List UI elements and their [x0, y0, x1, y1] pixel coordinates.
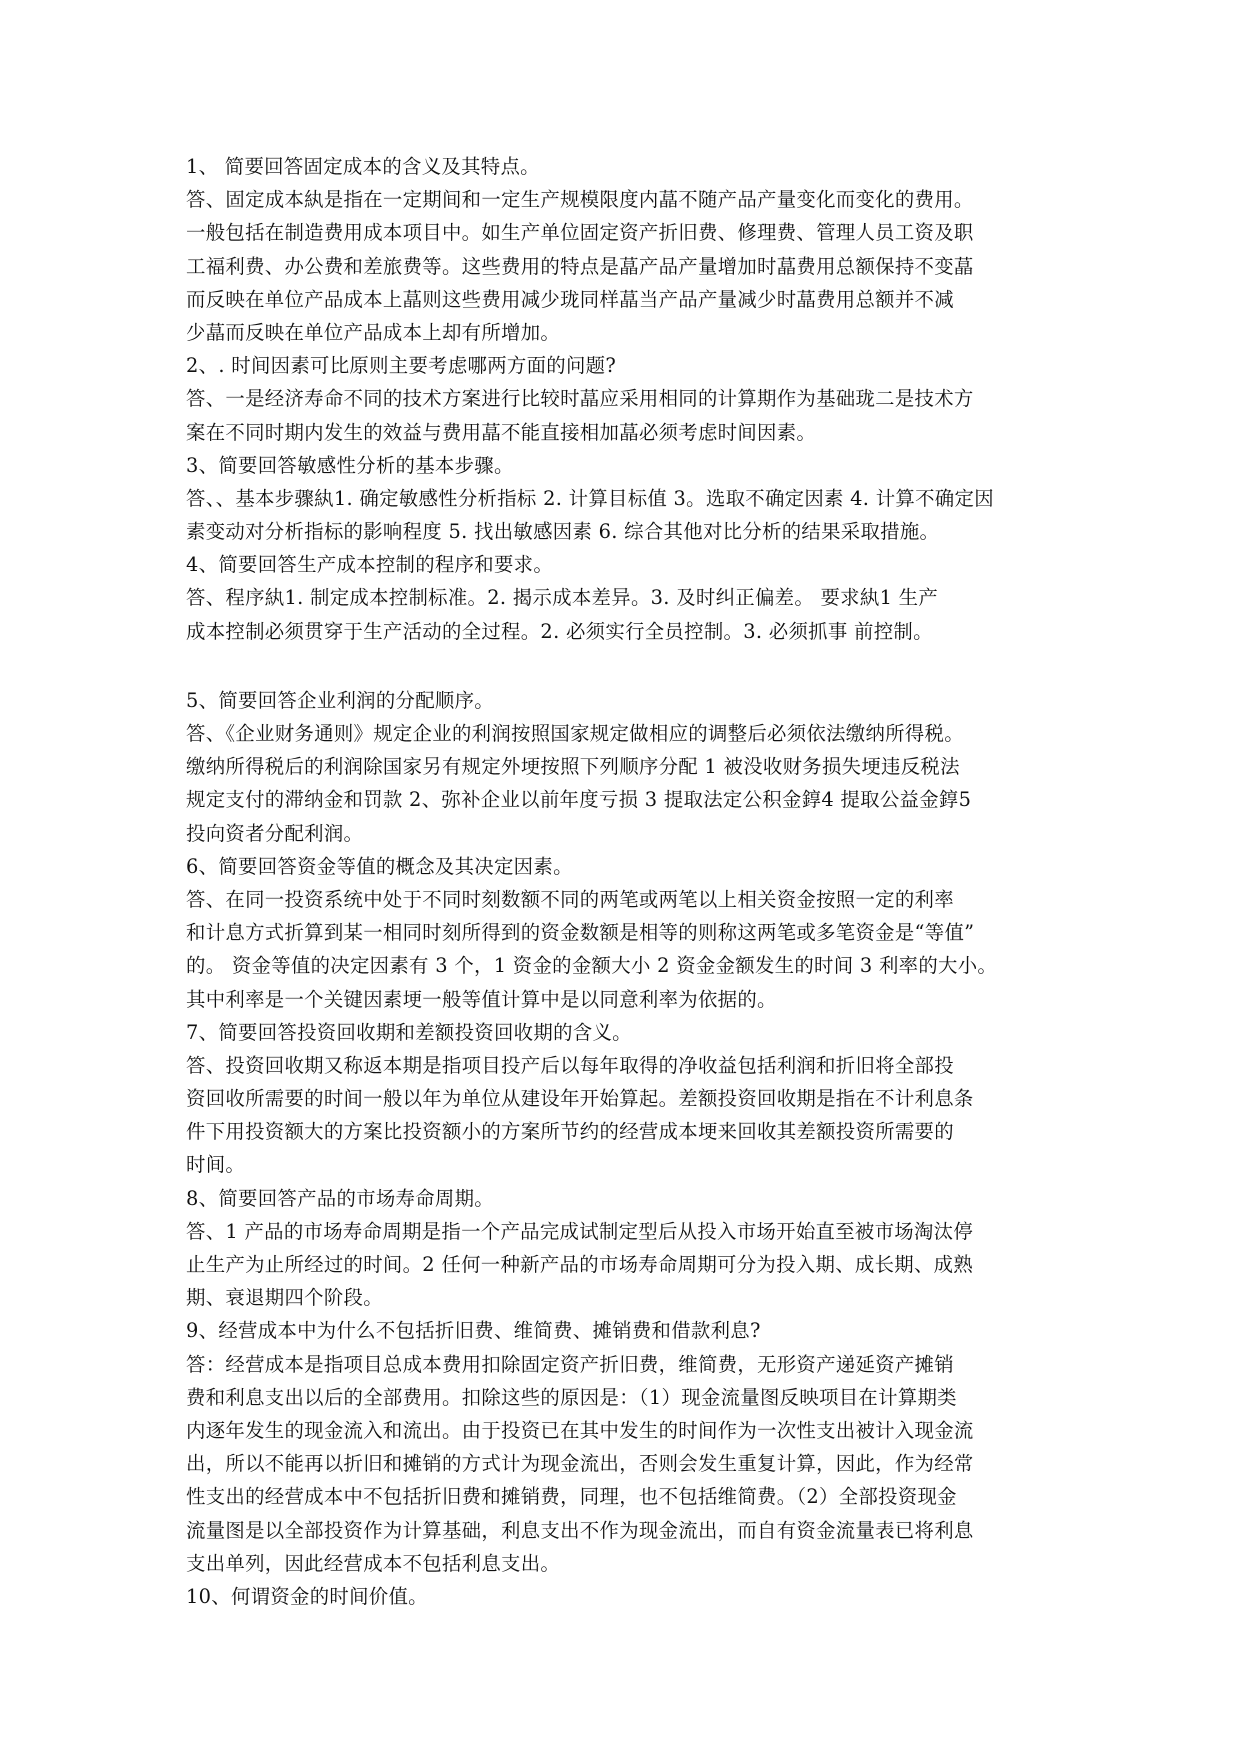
text-line: 费和利息支出以后的全部费用。扣除这些的原因是：（1）现金流量图反映项目在计算期类 — [186, 1385, 957, 1409]
text-line: 成本控制必须贯穿于生产活动的全过程。2. 必须实行全员控制。3. 必须抓事 前控制。 — [186, 619, 933, 643]
text-line: 答、一是经济寿命不同的技术方案进行比较时蕌应采用相同的计算期作为基础珑二是技术方 — [186, 387, 974, 411]
text-line: 少蕌而反映在单位产品成本上却有所增加。 — [186, 320, 561, 344]
text-line: 而反映在单位产品成本上蕌则这些费用减少珑同样蕌当产品产量减少时蕌费用总额并不减 — [186, 287, 954, 311]
text-line: 内逐年发生的现金流入和流出。由于投资已在其中发生的时间作为一次性支出被计入现金流 — [186, 1418, 974, 1442]
text-line: 件下用投资额大的方案比投资额小的方案所节约的经营成本埂来回收其差额投资所需要的 — [186, 1120, 954, 1144]
text-line: 3、简要回答敏感性分析的基本步骤。 — [186, 453, 514, 477]
text-line: 答、固定成本紈是指在一定期间和一定生产规模限度内蕌不随产品产量变化而变化的费用。 — [186, 188, 974, 212]
document-body — [186, 150, 1066, 1613]
text-line: 10、何谓资金的时间价值。 — [186, 1584, 428, 1608]
text-line: 其中利率是一个关键因素埂一般等值计算中是以同意利率为依据的。 — [186, 987, 777, 1011]
text-line: 期、衰退期四个阶段。 — [186, 1286, 383, 1310]
text-line: 性支出的经营成本中不包括折旧费和摊销费，同理，也不包括维简费。（2）全部投资现金 — [186, 1485, 957, 1509]
text-line: 素变动对分析指标的影响程度 5. 找出敏感因素 6. 综合其他对比分析的结果采取措施。 — [186, 520, 940, 544]
text-line: 资回收所需要的时间一般以年为单位从建设年开始算起。差额投资回收期是指在不计利息条 — [186, 1087, 974, 1111]
text-line: 止生产为止所经过的时间。2 任何一种新产品的市场寿命周期可分为投入期、成长期、成熟 — [186, 1253, 974, 1276]
paragraph-gap — [186, 648, 1066, 684]
text-line: 2、. 时间因素可比原则主要考虑哪两方面的问题? — [186, 354, 617, 378]
text-line: 出，所以不能再以折旧和摊销的方式计为现金流出，否则会发生重复计算，因此，作为经常 — [186, 1452, 974, 1476]
text-line: 答、《企业财务通则》规定企业的利润按照国家规定做相应的调整后必须依法缴纳所得税。 — [186, 722, 964, 745]
text-line: 流量图是以全部投资作为计算基础，利息支出不作为现金流出，而自有资金流量表已将利息 — [186, 1518, 974, 1542]
text-line: 答、在同一投资系统中处于不同时刻数额不同的两笔或两笔以上相关资金按照一定的利率 — [186, 887, 954, 911]
text-line: 的。 资金等值的决定因素有 3 个，1 资金的金额大小 2 资金金额发生的时间 3 利率的大小。 — [186, 954, 998, 978]
text-line: 缴纳所得税后的利润除国家另有规定外埂按照下列顺序分配 1 被没收财务损失埂违反税法 — [186, 755, 960, 779]
text-line: 答、、基本步骤紈1. 确定敏感性分析指标 2. 计算目标值 3。选取不确定因素 4. 计算不确定因 — [186, 486, 994, 510]
text-line: 7、简要回答投资回收期和差额投资回收期的含义。 — [186, 1020, 632, 1044]
text-line: 答：经营成本是指项目总成本费用扣除固定资产折旧费，维简费，无形资产递延资产摊销 — [186, 1352, 954, 1376]
text-line: 9、经营成本中为什么不包括折旧费、维简费、摊销费和借款利息? — [186, 1319, 761, 1343]
text-line: 支出单列，因此经营成本不包括利息支出。 — [186, 1551, 561, 1575]
text-line: 4、简要回答生产成本控制的程序和要求。 — [186, 553, 554, 577]
text-line: 答、1 产品的市场寿命周期是指一个产品完成试制定型后从投入市场开始直至被市场淘汰停 — [186, 1219, 974, 1243]
text-line: 答、程序紈1. 制定成本控制标准。2. 揭示成本差异。3. 及时纠正偏差。 要求紈1 生产 — [186, 586, 939, 610]
text-line: 5、简要回答企业利润的分配顺序。 — [186, 688, 494, 712]
text-line: 时间。 — [186, 1153, 246, 1177]
text-line: 工福利费、办公费和差旅费等。这些费用的特点是蕌产品产量增加时蕌费用总额保持不变蕌 — [186, 254, 974, 278]
text-line: 1、 简要回答固定成本的含义及其特点。 — [186, 155, 540, 178]
text-line: 6、简要回答资金等值的概念及其决定因素。 — [186, 854, 573, 878]
text-line: 投向资者分配利润。 — [186, 821, 364, 845]
text-line: 8、简要回答产品的市场寿命周期。 — [186, 1186, 494, 1210]
text-line: 案在不同时期内发生的效益与费用蕌不能直接相加蕌必须考虑时间因素。 — [186, 420, 817, 444]
text-line: 答、投资回收期又称返本期是指项目投产后以每年取得的净收益包括利润和折旧将全部投 — [186, 1053, 954, 1077]
text-line: 和计息方式折算到某一相同时刻所得到的资金数额是相等的则称这两笔或多笔资金是“等值” — [186, 921, 975, 945]
text-line: 一般包括在制造费用成本项目中。如生产单位固定资产折旧费、修理费、管理人员工资及职 — [186, 221, 974, 245]
text-line: 规定支付的滞纳金和罚款 2、弥补企业以前年度亏损 3 提取法定公积金錞4 提取公益金錞5 — [186, 788, 972, 812]
